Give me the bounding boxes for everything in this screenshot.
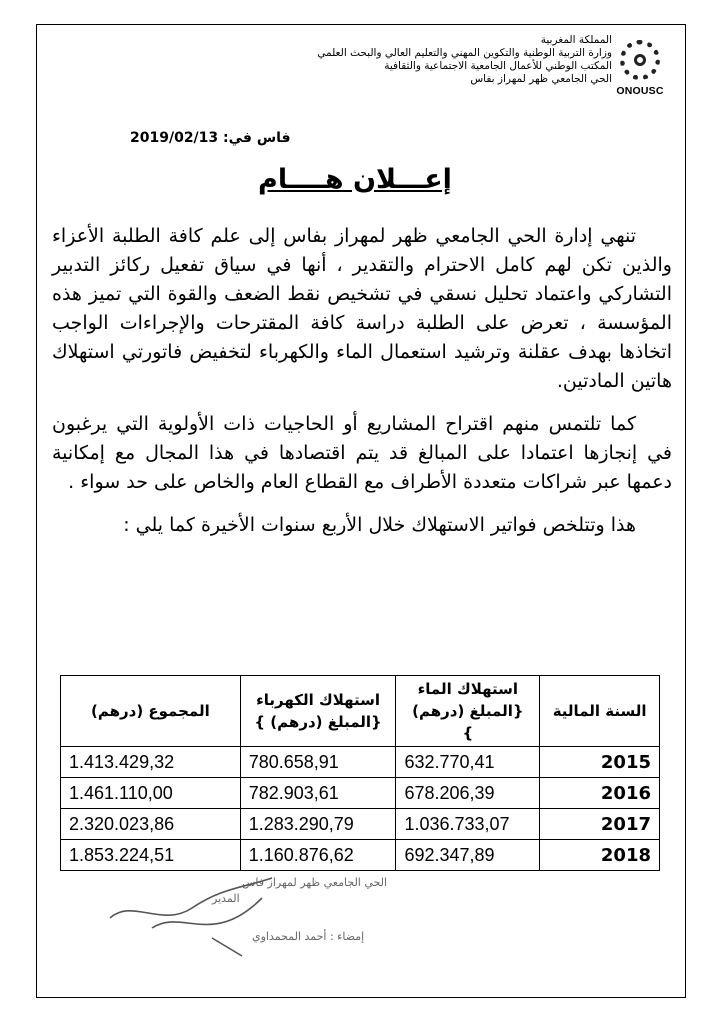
cell-total: 1.853.224,51 bbox=[61, 840, 241, 871]
cell-year: 2016 bbox=[540, 778, 660, 809]
header-year: السنة المالية bbox=[540, 676, 660, 747]
header-line-residence: الحي الجامعي ظهر لمهراز بفاس bbox=[470, 73, 612, 85]
signature-scribble-icon bbox=[110, 878, 272, 956]
cell-electricity: 1.160.876,62 bbox=[240, 840, 396, 871]
table-row bbox=[61, 778, 660, 809]
paragraph-2: كما تلتمس منهم اقتراح المشاريع أو الحاجيات ذات الأولوية التي يرغبون في إنجازها اعتمادا على المبالغ قد يتم اقتصادها في هذا المجال مع إمكانية دعمها عبر شراكات متعددة الأطراف مع القطاع العام والخاص على حد سواء . bbox=[52, 413, 672, 493]
paragraph-1: تنهي إدارة الحي الجامعي ظهر لمهراز بفاس إلى علم كافة الطلبة الأعزاء والذين تكن لهم كامل الاحترام والتقدير ، أنها في سياق تفعيل ركائز التدبير التشاركي واعتماد تحليل نسقي في تشخيص نقط الضعف والقوة التي تميز هذه المؤسسة ، تعرض على الطلبة دراسة كافة المقترحات والإجراءات الواجب اتخاذها بهدف عقلنة وترشيد استعمال الماء والكهرباء لتخفيض فاتورتي استهلاك هاتين المادتين. bbox=[52, 225, 672, 392]
cell-water: 678.206,39 bbox=[396, 778, 540, 809]
table-row bbox=[61, 809, 660, 840]
cell-electricity: 780.658,91 bbox=[240, 747, 396, 778]
cell-water: 632.770,41 bbox=[396, 747, 540, 778]
stamp-line-residence: الحي الجامعي ظهر لمهراز فاس bbox=[242, 876, 388, 889]
cell-total: 2.320.023,86 bbox=[61, 809, 241, 840]
paragraph-3: هذا وتتلخص فواتير الاستهلاك خلال الأربع سنوات الأخيرة كما يلي : bbox=[123, 514, 636, 536]
cell-electricity: 1.283.290,79 bbox=[240, 809, 396, 840]
onousc-logo bbox=[612, 40, 668, 97]
cell-water: 692.347,89 bbox=[396, 840, 540, 871]
table-row bbox=[61, 840, 660, 871]
announcement-body bbox=[52, 222, 672, 554]
cell-total: 1.461.110,00 bbox=[61, 778, 241, 809]
header-electricity: استهلاك الكهرباء {المبلغ (درهم) } bbox=[240, 676, 396, 747]
header-line-kingdom: المملكة المغربية bbox=[540, 34, 612, 46]
logo-text: ONOUSC bbox=[616, 85, 664, 97]
cell-total: 1.413.429,32 bbox=[61, 747, 241, 778]
stamp-line-director: المدير bbox=[212, 892, 240, 905]
header-total: المجموع (درهم) bbox=[61, 676, 241, 747]
cell-year: 2018 bbox=[540, 840, 660, 871]
director-stamp-signature bbox=[92, 868, 388, 958]
table-header-row bbox=[61, 676, 660, 747]
stamp-line-signature-name: إمضاء : أحمد المحمداوي bbox=[252, 930, 365, 943]
announcement-title: إعـــلان هــــام bbox=[258, 164, 452, 195]
cell-year: 2015 bbox=[540, 747, 660, 778]
consumption-table bbox=[60, 675, 660, 871]
letterhead bbox=[192, 34, 612, 86]
cell-water: 1.036.733,07 bbox=[396, 809, 540, 840]
header-water: استهلاك الماء {المبلغ (درهم) } bbox=[396, 676, 540, 747]
table-row bbox=[61, 747, 660, 778]
logo-emblem-icon bbox=[620, 40, 660, 80]
cell-year: 2017 bbox=[540, 809, 660, 840]
place-date: فاس في: 2019/02/13 bbox=[130, 130, 291, 146]
header-line-office: المكتب الوطني للأعمال الجامعية الاجتماعية والثقافية bbox=[384, 60, 612, 72]
cell-electricity: 782.903,61 bbox=[240, 778, 396, 809]
header-line-ministry: وزارة التربية الوطنية والتكوين المهني والتعليم العالي والبحث العلمي bbox=[317, 47, 612, 59]
